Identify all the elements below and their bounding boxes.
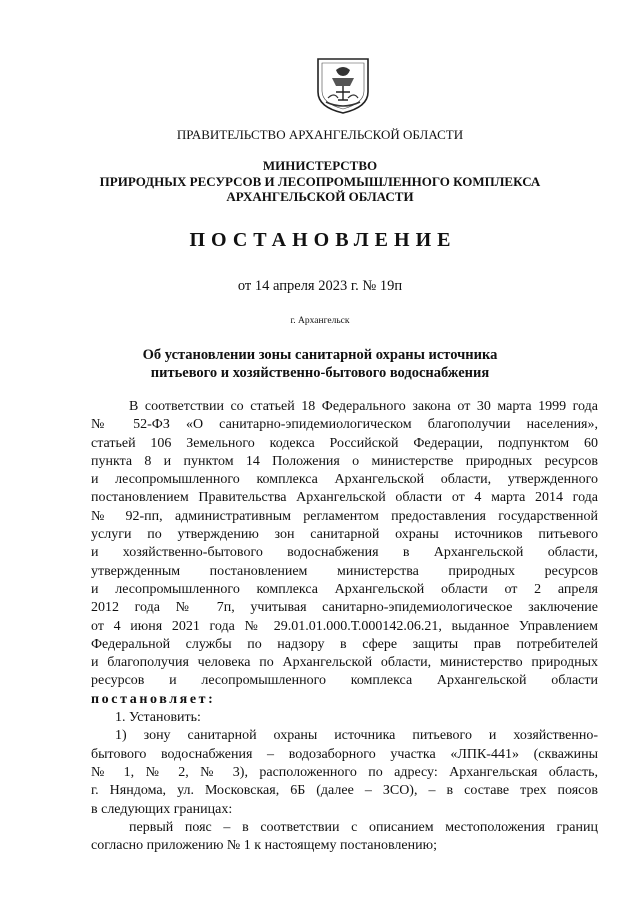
body-line: и хозяйственно-бытового водоснабжения в Архангельской области, [91, 545, 598, 561]
government-name: ПРАВИТЕЛЬСТВО АРХАНГЕЛЬСКОЙ ОБЛАСТИ [176, 127, 464, 142]
document-title [0, 346, 640, 382]
sub-item-line: № 1, № 2, № 3), расположенного по адресу: Архангельская область, [91, 764, 598, 780]
ministry-line: МИНИСТЕРСТВО [262, 158, 378, 173]
body-line: и лесопромышленного комплекса Архангельской области от 2 апреля [91, 581, 598, 597]
body-line: ресурсов и лесопромышленного комплекса Архангельской области [91, 673, 598, 689]
body-line: № 92-пп, административным регламентом предоставления государственной [91, 508, 598, 524]
ministry-line: ПРИРОДНЫХ РЕСУРСОВ И ЛЕСОПРОМЫШЛЕННОГО КОМПЛЕКСА [99, 173, 541, 189]
body-line: утвержденным постановлением министерства природных ресурсов [91, 563, 598, 579]
sub-item-line: бытового водоснабжения – водозаборного участка «ЛПК-441» (скважины [91, 746, 598, 762]
ministry-line: АРХАНГЕЛЬСКОЙ ОБЛАСТИ [226, 189, 414, 204]
belt-line: согласно приложению № 1 к настоящему постановлению; [91, 838, 437, 854]
body-line: и лесопромышленного комплекса Архангельской области, утвержденного [91, 472, 598, 488]
body-line: Федеральной службы по надзору в сфере защиты прав потребителей [91, 636, 598, 652]
body-line: от 4 июня 2021 года № 29.01.01.000.Т.000142.06.21, выданное Управлением [91, 618, 598, 634]
body-line: В соответствии со статьей 18 Федерального закона от 30 марта 1999 года [129, 399, 598, 414]
body-line: услуги по утверждению зон санитарной охраны источников питьевого [91, 527, 598, 543]
document-body [91, 398, 598, 855]
sub-item-line: в следующих границах: [91, 801, 233, 817]
ministry-name [0, 158, 640, 205]
body-line [91, 691, 598, 709]
document-date-number: от 14 апреля 2023 г. № 19п [237, 278, 403, 294]
body-line: статьей 106 Земельного кодекса Российской Федерации, подпунктом 60 [91, 435, 598, 451]
title-line: питьевого и хозяйственно-бытового водоснабжения [150, 365, 490, 381]
sub-item-line: 1) зону санитарной охраны источника питьевого и хозяйственно- [115, 728, 598, 744]
body-line: постановлением Правительства Архангельской области от 4 марта 2014 года [91, 490, 598, 506]
item-1: 1. Установить: [115, 710, 201, 726]
body-line: пункта 8 и пунктом 14 Положения о министерстве природных ресурсов [91, 453, 598, 469]
body-line: № 52-ФЗ «О санитарно-эпидемиологическом благополучии населения», [91, 417, 598, 433]
body-line: и благополучия человека по Архангельской области, министерство природных [91, 655, 598, 671]
document-type: ПОСТАНОВЛЕНИЕ [189, 229, 457, 251]
sub-item-line: г. Няндома, ул. Московская, 6Б (далее – ЗСО), – в составе трех поясов [91, 783, 598, 799]
belt-line: первый пояс – в соответствии с описанием местоположения границ [129, 819, 598, 835]
resolves-word: постановляет: [91, 691, 216, 707]
document-city: г. Архангельск [290, 316, 350, 326]
coat-of-arms-icon [314, 56, 372, 114]
body-line: 2012 года № 7п, учитывая санитарно-эпидемиологическое заключение [91, 600, 598, 616]
title-line: Об установлении зоны санитарной охраны источника [142, 347, 498, 363]
